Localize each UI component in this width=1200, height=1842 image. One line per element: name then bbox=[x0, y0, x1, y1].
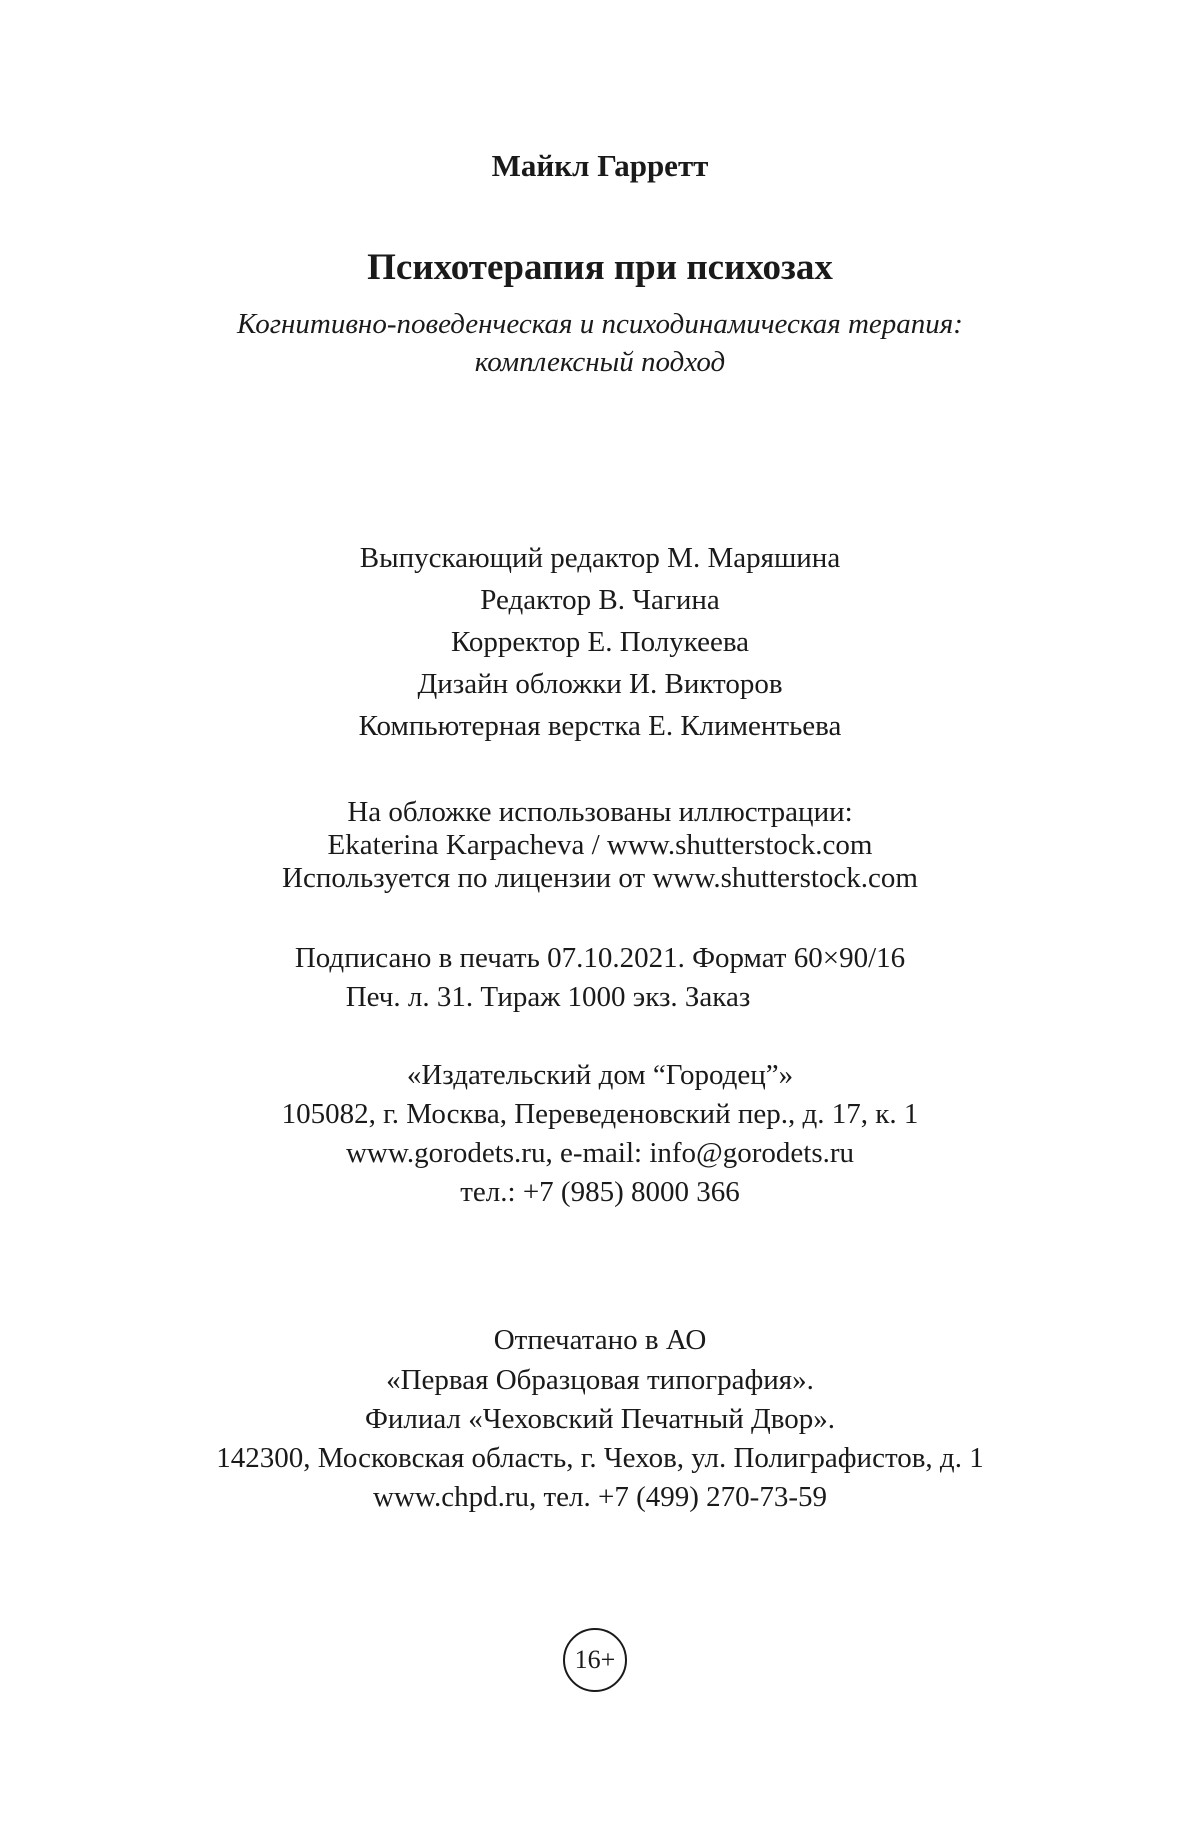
print-info-line: Подписано в печать 07.10.2021. Формат 60×90/16 bbox=[294, 942, 906, 974]
credit-line: Редактор В. Чагина bbox=[480, 584, 720, 616]
credit-line: Дизайн обложки И. Викторов bbox=[417, 668, 783, 700]
credit-line: Выпускающий редактор М. Маряшина bbox=[359, 542, 841, 574]
printer-line: 142300, Московская область, г. Чехов, ул. Полиграфистов, д. 1 bbox=[216, 1442, 984, 1474]
book-subtitle-line-1: Когнитивно-поведенческая и психодинамическая терапия: bbox=[237, 308, 963, 340]
cover-notice-line: На обложке использованы иллюстрации: bbox=[347, 796, 853, 828]
credit-line: Компьютерная верстка Е. Климентьева bbox=[358, 710, 842, 742]
publisher-phone: тел.: +7 (985) 8000 366 bbox=[460, 1176, 740, 1208]
publisher-name: «Издательский дом “Городец”» bbox=[406, 1059, 794, 1091]
book-author: Майкл Гарретт bbox=[491, 148, 709, 183]
book-title: Психотерапия при психозах bbox=[367, 247, 833, 288]
printer-line: Отпечатано в АО bbox=[493, 1324, 707, 1356]
age-rating-badge: 16+ bbox=[563, 1628, 627, 1692]
printer-line: «Первая Образцовая типография». bbox=[386, 1364, 814, 1396]
cover-notice-line: Ekaterina Karpacheva / www.shutterstock.com bbox=[327, 829, 873, 861]
publisher-address: 105082, г. Москва, Переведеновский пер., д. 17, к. 1 bbox=[281, 1098, 919, 1130]
cover-notice-line: Используется по лицензии от www.shutterstock.com bbox=[282, 862, 918, 894]
credit-line: Корректор Е. Полукеева bbox=[450, 626, 750, 658]
print-info-line: Печ. л. 31. Тираж 1000 экз. Заказ bbox=[345, 981, 751, 1013]
publisher-contacts: www.gorodets.ru, e-mail: info@gorodets.ru bbox=[345, 1137, 855, 1169]
printer-line: www.chpd.ru, тел. +7 (499) 270-73-59 bbox=[373, 1481, 827, 1513]
printer-line: Филиал «Чеховский Печатный Двор». bbox=[364, 1403, 836, 1435]
book-subtitle-line-2: комплексный подход bbox=[474, 346, 726, 378]
